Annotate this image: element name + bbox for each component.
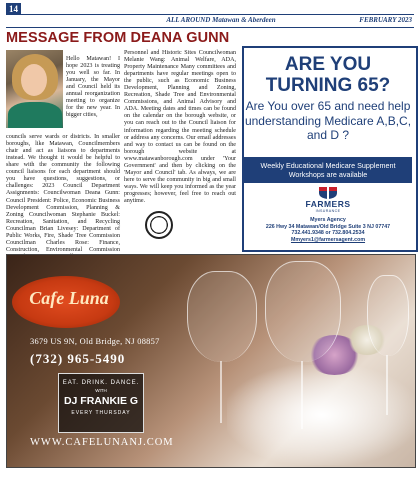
dj-with: WITH xyxy=(95,388,107,393)
dj-tagline: EAT. DRINK. DANCE. xyxy=(62,380,140,386)
dj-name: DJ FRANKIE G xyxy=(63,395,139,407)
ad-workshop-band: Weekly Educational Medicare Supplement Workshops are available xyxy=(244,157,412,183)
cafe-logo-text: Cafe Luna xyxy=(29,288,109,308)
ad-subhead: Are You over 65 and need help understanding Medicare A,B,C, and D ? xyxy=(244,99,412,142)
article-text-col1-top: Hello Matawan! I hope 2023 is treating you well so far. In January, the Mayor and Council held its annual reorganization meeting to organize for the new year. In bigger cities, xyxy=(66,56,120,119)
agency-address: 226 Hwy 34 Matawan/Old Bridge Suite 3 NJ 07747 xyxy=(265,223,391,230)
agency-name: Myers Agency xyxy=(310,217,346,223)
agency-phones: 732.441.9348 or 732.804.2534 xyxy=(291,230,365,237)
author-photo xyxy=(6,50,63,128)
farmers-shield-icon xyxy=(305,186,351,200)
ad-headline: ARE YOU TURNING 65? xyxy=(265,54,391,96)
page-number: 14 xyxy=(6,3,21,15)
publication-name: ALL AROUND Matawan & Aberdeen xyxy=(166,16,276,24)
farmers-brand: FARMERS xyxy=(305,199,351,209)
agency-email[interactable]: Mmyers1@farmersagent.com xyxy=(290,236,366,243)
cafe-phone: (732) 965-5490 xyxy=(30,351,126,366)
dj-schedule: EVERY THURSDAY xyxy=(71,410,131,416)
dj-promo-box xyxy=(58,373,144,433)
article-text-col1: councils serve wards or districts. In smaller boroughs, like Matawan, Councilmembers chair and act as liaisons to departments instead. We thought it would be helpful to share with the community the following council liaisons for each department should you have questions, suggestions, or challenges: 2023 Council Department Assignments: Councilwoman Deana Gunn: Council President: Police, Economic Business Development Commission, Planning & Zoning Councilwoman Stephanie Buckel: Recreation, Sanitation, and Recycling Councilman Brian Livesey: Department of Public Works, Fire, Shade Tree Commission Councilman Charles Rose: Finance, Construction, Environmental Commission xyxy=(6,134,120,253)
issue-date: FEBRUARY 2023 xyxy=(359,16,412,24)
article-title: MESSAGE FROM DEANA GUNN xyxy=(6,30,230,46)
farmers-brand-sub: INSURANCE xyxy=(315,209,341,213)
cafe-address: 3679 US 9N, Old Bridge, NJ 08857 xyxy=(30,337,160,346)
agency-contact xyxy=(242,217,414,243)
running-header xyxy=(6,14,414,28)
borough-seal xyxy=(145,211,173,239)
cafe-website[interactable]: WWW.CAFELUNANJ.COM xyxy=(30,437,174,448)
article-text-col2: Personnel and Historic Sites Councilwoman Melanie Wang: Animal Welfare, ADA, Property Maintenance Many committees and departments have regular meetings open to the public, such as Economic Business Development, Planning and Zoning, Recreation, Shade Tree and Environmental Commissions, and Animal Advisory and ADA. Meeting dates and times can be found on the calendar on the borough website, or you can reach out to the Council liaison for information regarding the meeting schedule or address any concerns. Our email addresses and way to contact us can be found on the borough website at www.matawanborough.com under 'Your Government' and then by clicking on the 'Mayor and Council' tab. As always, we are here to serve the community in big and small ways. We will keep you informed as the year progresses; however, feel free to reach out anytime. xyxy=(124,50,236,204)
